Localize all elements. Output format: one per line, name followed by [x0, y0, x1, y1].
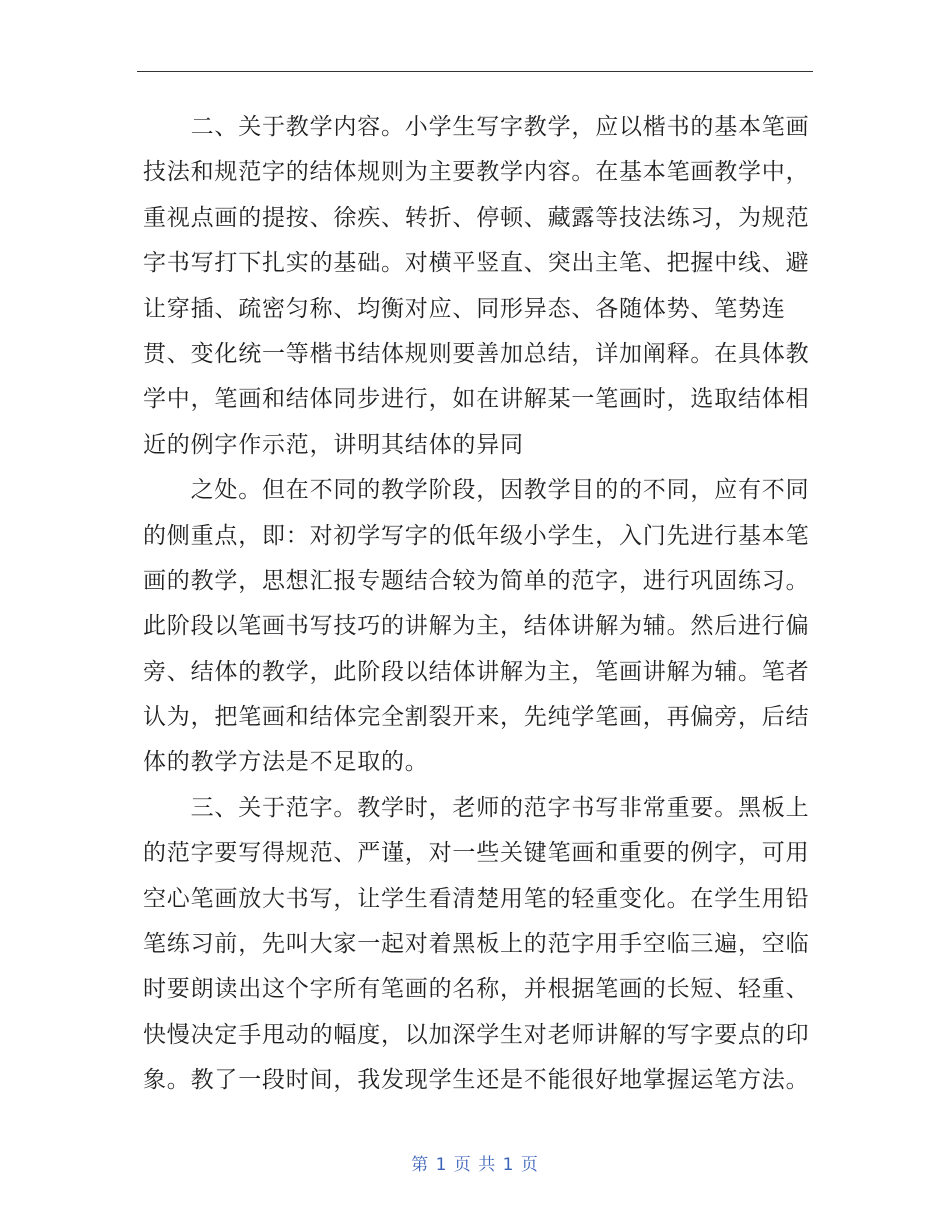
body-text	[143, 105, 810, 1104]
text-line: 时要朗读出这个字所有笔画的名称，并根据笔画的长短、轻重、	[143, 976, 810, 1003]
text-line: 贯、变化统一等楷书结体规则要善加总结，详加阐释。在具体教	[143, 340, 810, 367]
text-line: 让穿插、疏密匀称、均衡对应、同形异态、各随体势、笔势连	[143, 295, 786, 322]
text-line: 之处。但在不同的教学阶段，因教学目的的不同，应有不同	[143, 477, 810, 504]
text-line: 空心笔画放大书写，让学生看清楚用笔的轻重变化。在学生用铅	[143, 885, 810, 912]
text-line: 技法和规范字的结体规则为主要教学内容。在基本笔画教学中，	[143, 159, 810, 186]
text-line: 体的教学方法是不足取的。	[143, 749, 429, 776]
text-line: 画的教学，思想汇报专题结合较为简单的范字，进行巩固练习。	[143, 567, 810, 594]
text-line: 三、关于范字。教学时，老师的范字书写非常重要。黑板上	[143, 794, 810, 821]
text-line: 字书写打下扎实的基础。对横平竖直、突出主笔、把握中线、避	[143, 250, 810, 277]
header-rule	[137, 71, 813, 72]
text-line: 学中，笔画和结体同步进行，如在讲解某一笔画时，选取结体相	[143, 386, 810, 413]
text-line: 快慢决定手甩动的幅度，以加深学生对老师讲解的写字要点的印	[143, 1021, 810, 1048]
text-line: 此阶段以笔画书写技巧的讲解为主，结体讲解为辅。然后进行偏	[143, 613, 810, 640]
page-footer: 第 1 页 共 1 页	[411, 1155, 539, 1175]
text-line: 近的例字作示范，讲明其结体的异同	[143, 431, 524, 458]
text-line: 旁、结体的教学，此阶段以结体讲解为主，笔画讲解为辅。笔者	[143, 658, 810, 685]
text-line: 的范字要写得规范、严谨，对一些关键笔画和重要的例字，可用	[143, 840, 810, 867]
text-line: 认为，把笔画和结体完全割裂开来，先纯学笔画，再偏旁，后结	[143, 704, 810, 731]
text-line: 重视点画的提按、徐疾、转折、停顿、藏露等技法练习，为规范	[143, 204, 810, 231]
text-line: 笔练习前，先叫大家一起对着黑板上的范字用手空临三遍，空临	[143, 931, 810, 958]
text-line: 二、关于教学内容。小学生写字教学，应以楷书的基本笔画	[143, 114, 810, 140]
text-line: 象。教了一段时间，我发现学生还是不能很好地掌握运笔方法。	[143, 1067, 810, 1094]
text-line: 的侧重点，即：对初学写字的低年级小学生，入门先进行基本笔	[143, 522, 810, 549]
